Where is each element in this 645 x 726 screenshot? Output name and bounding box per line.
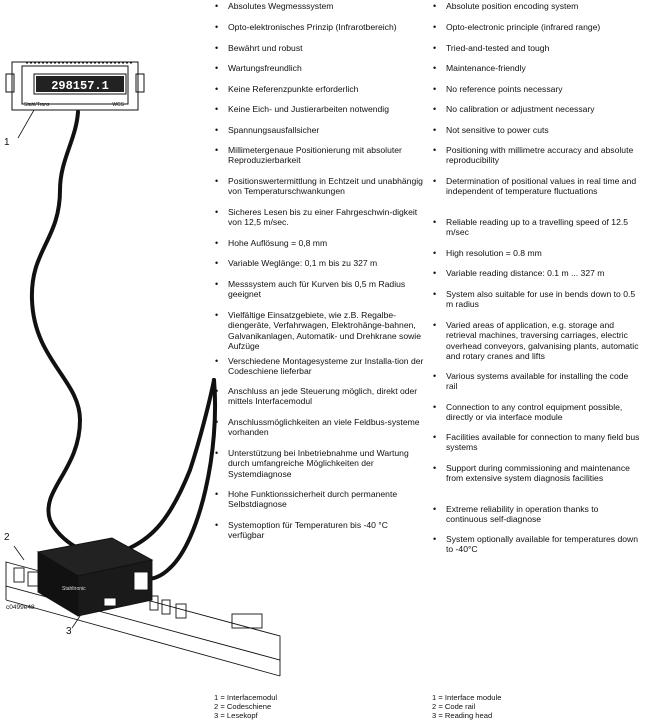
feature-en-item: • Various systems available for installing the code rail	[432, 371, 642, 392]
feature-de-item: • Opto-elektronisches Prinzip (Infrarotbereich)	[214, 22, 426, 32]
feature-de-item: • Spannungsausfallsicher	[214, 125, 426, 135]
feature-en-item: • Connection to any control equipment possible, directly or via interface module	[432, 402, 642, 423]
legend-en-item: 3 = Reading head	[432, 711, 493, 720]
feature-en-item: • Reliable reading up to a travelling speed of 12.5 m/sec	[432, 217, 642, 238]
feature-de-item: • Sicheres Lesen bis zu einer Fahrgeschwin-digkeit von 12,5 m/sec.	[214, 207, 426, 228]
module-display-value: 298157.1	[51, 79, 109, 93]
feature-de-item: • Messsystem auch für Kurven bis 0,5 m Radius geeignet	[214, 279, 426, 300]
legend-de-item: 2 = Codeschiene	[214, 702, 272, 711]
feature-en-item: • Determination of positional values in real time and independent of temperature fluctuations	[432, 176, 642, 197]
feature-en-item: • Not sensitive to power cuts	[432, 125, 642, 135]
callout-line-2	[14, 546, 24, 560]
legend-de	[214, 693, 277, 720]
callout-3: 3	[66, 626, 72, 637]
cable-end	[146, 380, 215, 579]
feature-de-item: • Positionswertermittlung in Echtzeit und unabhängig von Temperaturschwankungen	[214, 176, 426, 197]
feature-de-item: • Keine Referenzpunkte erforderlich	[214, 84, 426, 94]
feature-en-item: • System optionally available for temperatures down to -40°C	[432, 534, 642, 555]
feature-de-item: • Anschluss an jede Steuerung möglich, direkt oder mittels Interfacemodul	[214, 386, 426, 407]
legend-de-item: 3 = Lesekopf	[214, 711, 258, 720]
feature-de-item: • Bewährt und robust	[214, 43, 426, 53]
feature-en-item: • High resolution = 0.8 mm	[432, 248, 642, 258]
module-brand-label: Stahl/Trans	[24, 102, 50, 108]
feature-de-item: • Verschiedene Montagesysteme zur Installa-tion der Codeschiene lieferbar	[214, 356, 426, 377]
feature-de-item: • Variable Weglänge: 0,1 m bis zu 327 m	[214, 258, 426, 268]
feature-de-item: • Anschlussmöglichkeiten an viele Feldbus-systeme vorhanden	[214, 417, 426, 438]
callout-line-1	[18, 110, 34, 138]
feature-de-item: • Unterstützung bei Inbetriebnahme und Wartung durch umfangreiche Möglichkeiten der Systemdiagnose	[214, 448, 426, 479]
feature-en-item: • Support during commissioning and maintenance from extensive system diagnosis facilities	[432, 463, 642, 484]
feature-en-item: • Extreme reliability in operation thanks to continuous self-diagnose	[432, 504, 642, 525]
feature-en-item: • Positioning with millimetre accuracy and absolute reproducibility	[432, 145, 642, 166]
feature-en-item: • Absolute position encoding system	[432, 1, 642, 11]
feature-en-item: • Facilities available for connection to many field bus systems	[432, 432, 642, 453]
feature-de-item: • Wartungsfreundlich	[214, 63, 426, 73]
feature-en-item: • Variable reading distance: 0.1 m ... 327 m	[432, 268, 642, 278]
legend-en-item: 1 = Interface module	[432, 693, 502, 702]
feature-de-item: • Hohe Funktionssicherheit durch permanente Selbstdiagnose	[214, 489, 426, 510]
feature-de-item: • Absolutes Wegmesssystem	[214, 1, 426, 11]
feature-de-item: • Hohe Auflösung = 0,8 mm	[214, 238, 426, 248]
cable	[32, 112, 214, 556]
legend-en	[432, 693, 501, 720]
feature-en-item: • Varied areas of application, e.g. storage and retrieval machines, traversing carriages, electric overhead conveyors, galvanising plants, automatic and rotary cranes and lifts	[432, 320, 642, 362]
callout-2: 2	[4, 532, 10, 543]
module-model-label: WCS	[112, 102, 124, 108]
callout-1: 1	[4, 137, 10, 148]
feature-de-item: • Keine Eich- und Justierarbeiten notwendig	[214, 104, 426, 114]
feature-en-item: • No calibration or adjustment necessary	[432, 104, 642, 114]
legend-de-item: 1 = Interfacemodul	[214, 693, 278, 702]
feature-en-item: • Opto-electronic principle (infrared range)	[432, 22, 642, 32]
figure-id: c0499e48	[6, 604, 35, 611]
legend-en-item: 2 = Code rail	[432, 702, 476, 711]
feature-de-item: • Millimetergenaue Positionierung mit absoluter Reproduzierbarkeit	[214, 145, 426, 166]
feature-en-item: • Tried-and-tested and tough	[432, 43, 642, 53]
reading-head-label: Stahltronic	[62, 586, 86, 592]
feature-de-item: • Vielfältige Einsatzgebiete, wie z.B. Regalbe-diengeräte, Verfahrwagen, Elektrohänge-bahnen, Galvanikanlagen, Automatik- und Drehkrane sowie Aufzüge	[214, 310, 426, 352]
feature-en-item: • No reference points necessary	[432, 84, 642, 94]
feature-de-item: • Systemoption für Temperaturen bis -40 °C verfügbar	[214, 520, 426, 541]
feature-en-item: • Maintenance-friendly	[432, 63, 642, 73]
feature-en-item: • System also suitable for use in bends down to 0.5 m radius	[432, 289, 642, 310]
